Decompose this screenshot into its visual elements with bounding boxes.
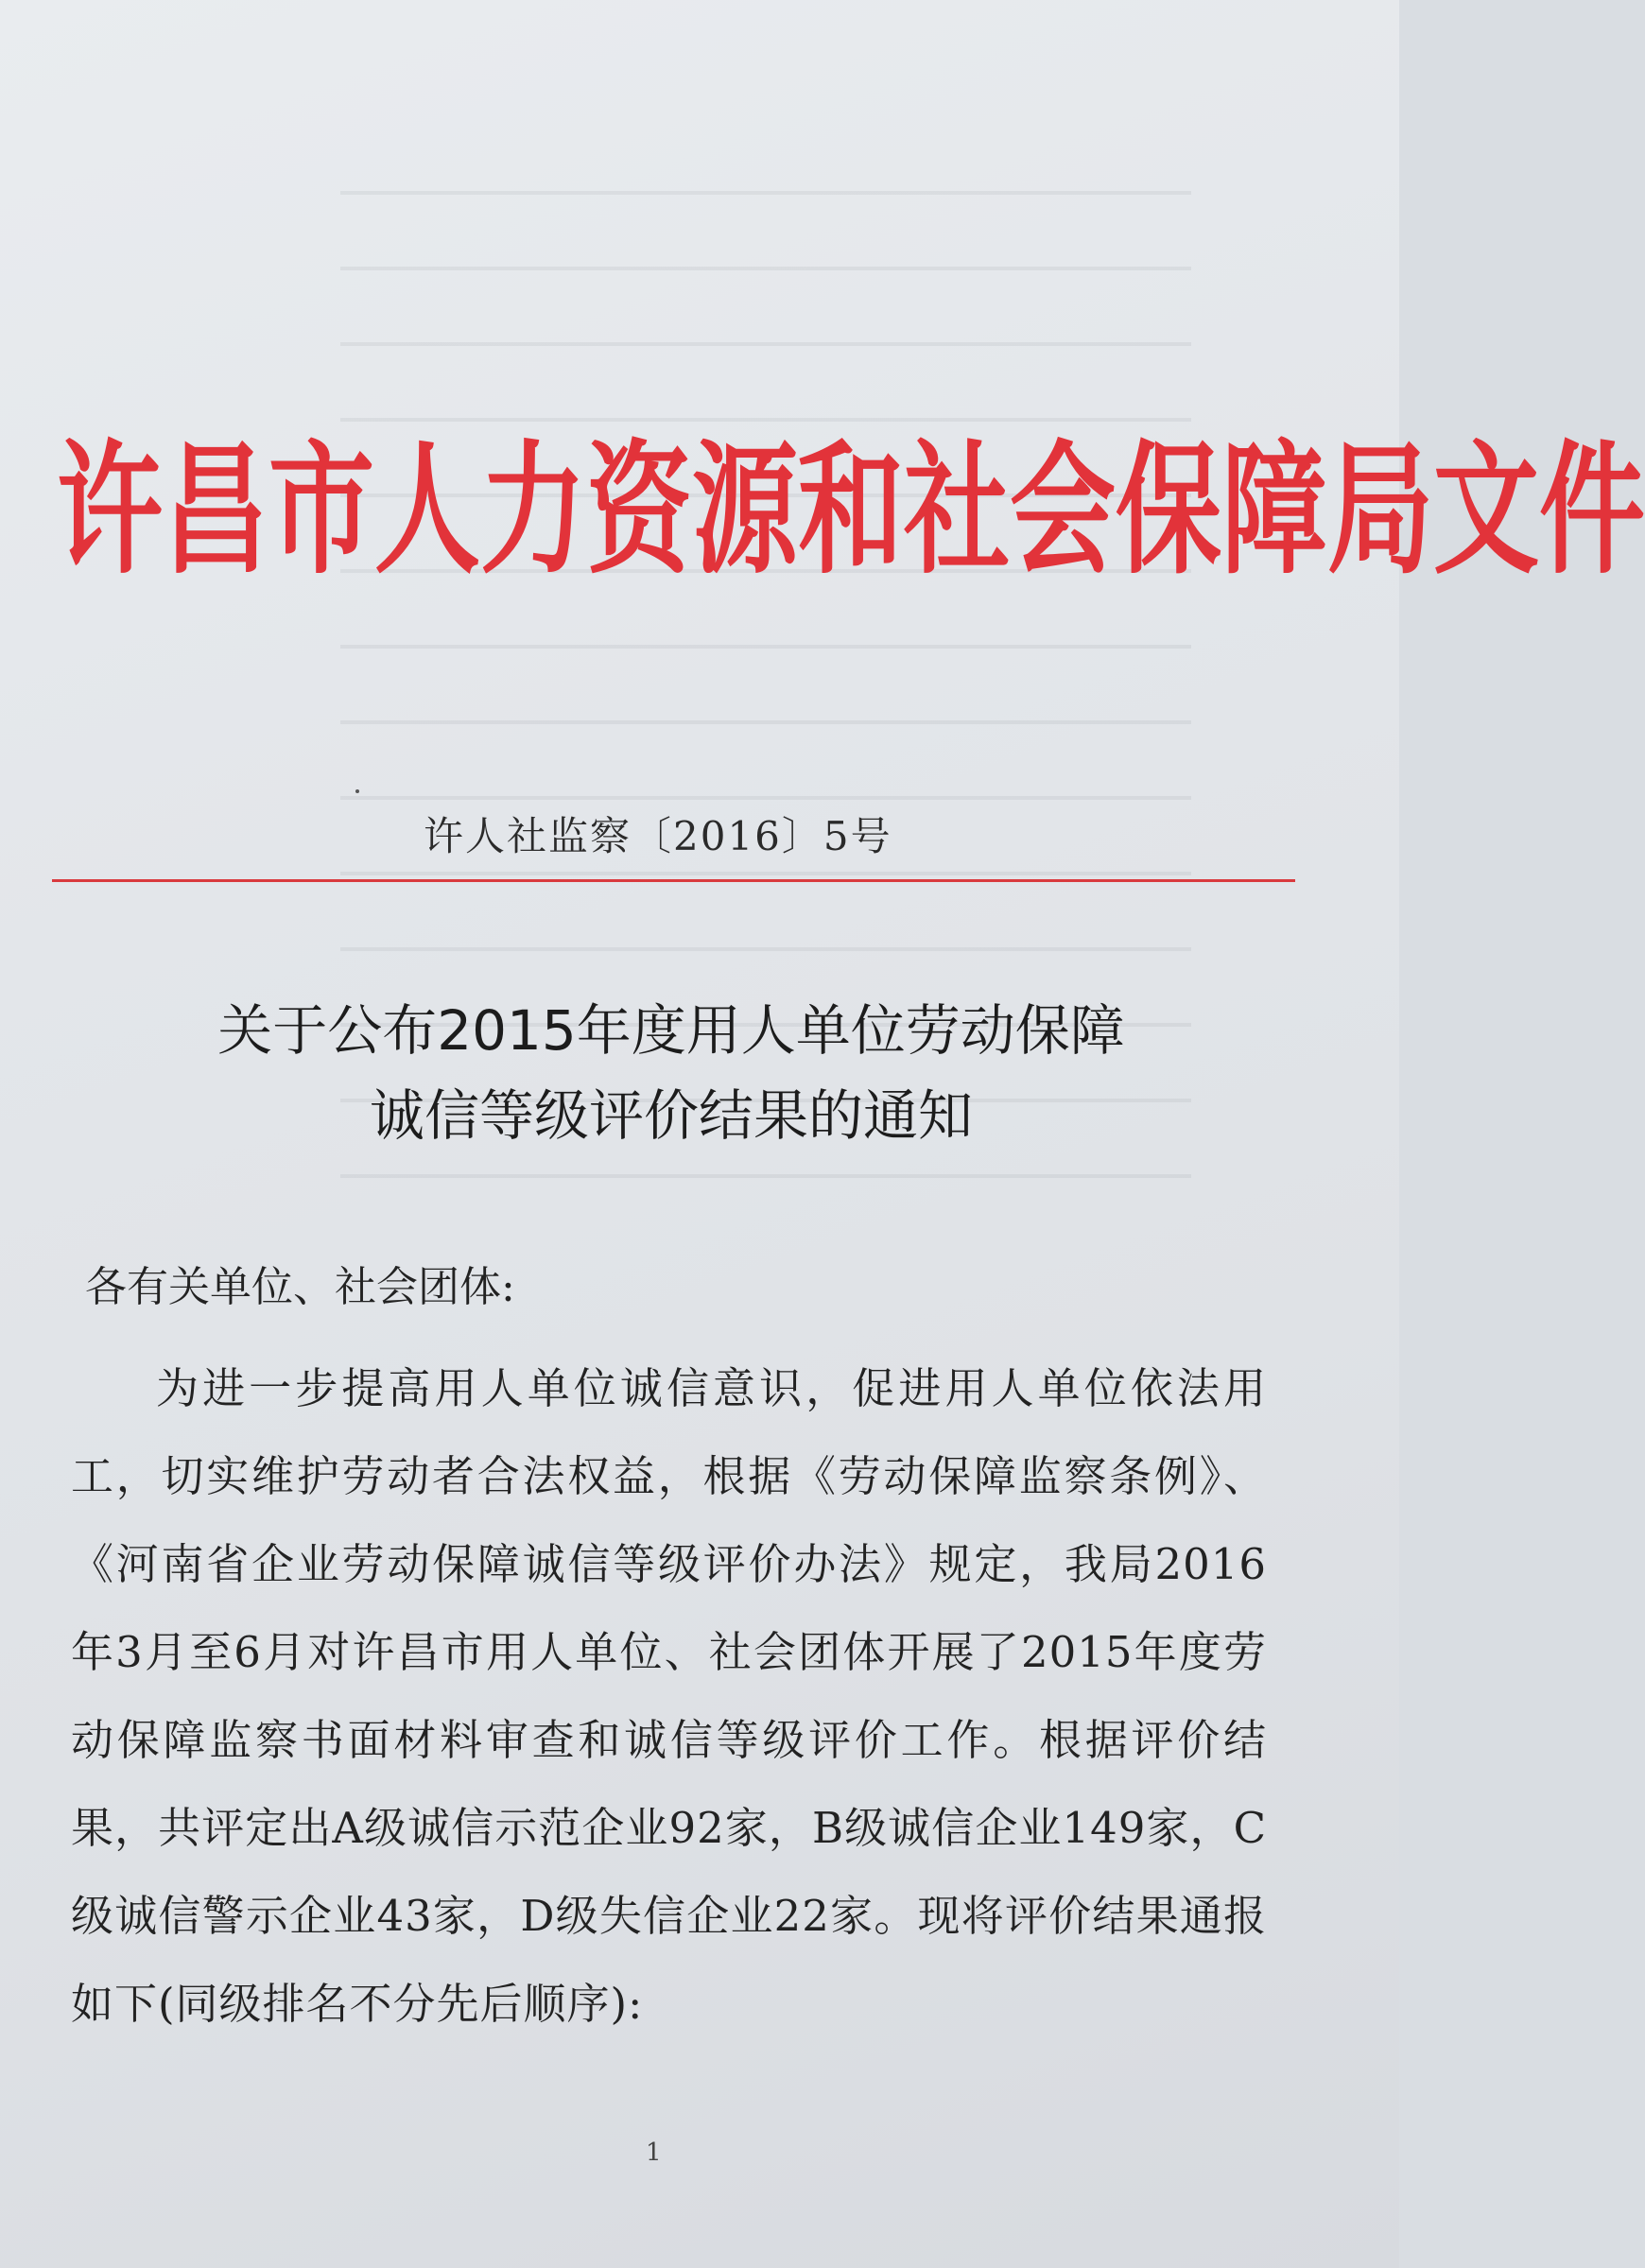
page-number: 1: [646, 2138, 662, 2167]
salutation: 各有关单位、社会团体:: [85, 1263, 515, 1311]
paper-speck: [355, 789, 359, 793]
notice-title-line-1: 关于公布2015年度用人单位劳动保障: [217, 998, 1125, 1063]
notice-title-line-2: 诚信等级评价结果的通知: [369, 1083, 973, 1148]
body-paragraph: 为进一步提高用人单位诚信意识，促进用人单位依法用工，切实维护劳动者合法权益，根据《劳动保障监察条例》、《河南省企业劳动保障诚信等级评价办法》规定，我局2016年3月至6月对许昌市用人单位、社会团体开展了2015年度劳动保障监察书面材料审查和诚信等级评价工作。根据评价结果，共评定出A级诚信示范企业92家，B级诚信企业149家，C级诚信警示企业43家，D级失信企业22家。现将评价结果通报如下(同级排名不分先后顺序):: [71, 1363, 1267, 2029]
issuing-authority-header: 许昌市人力资源和社会保障局文件: [57, 426, 1645, 595]
document-number: 许人社监察〔2016〕5号: [424, 813, 892, 859]
notice-title: [85, 988, 1257, 1158]
red-separator-line: [52, 879, 1295, 882]
